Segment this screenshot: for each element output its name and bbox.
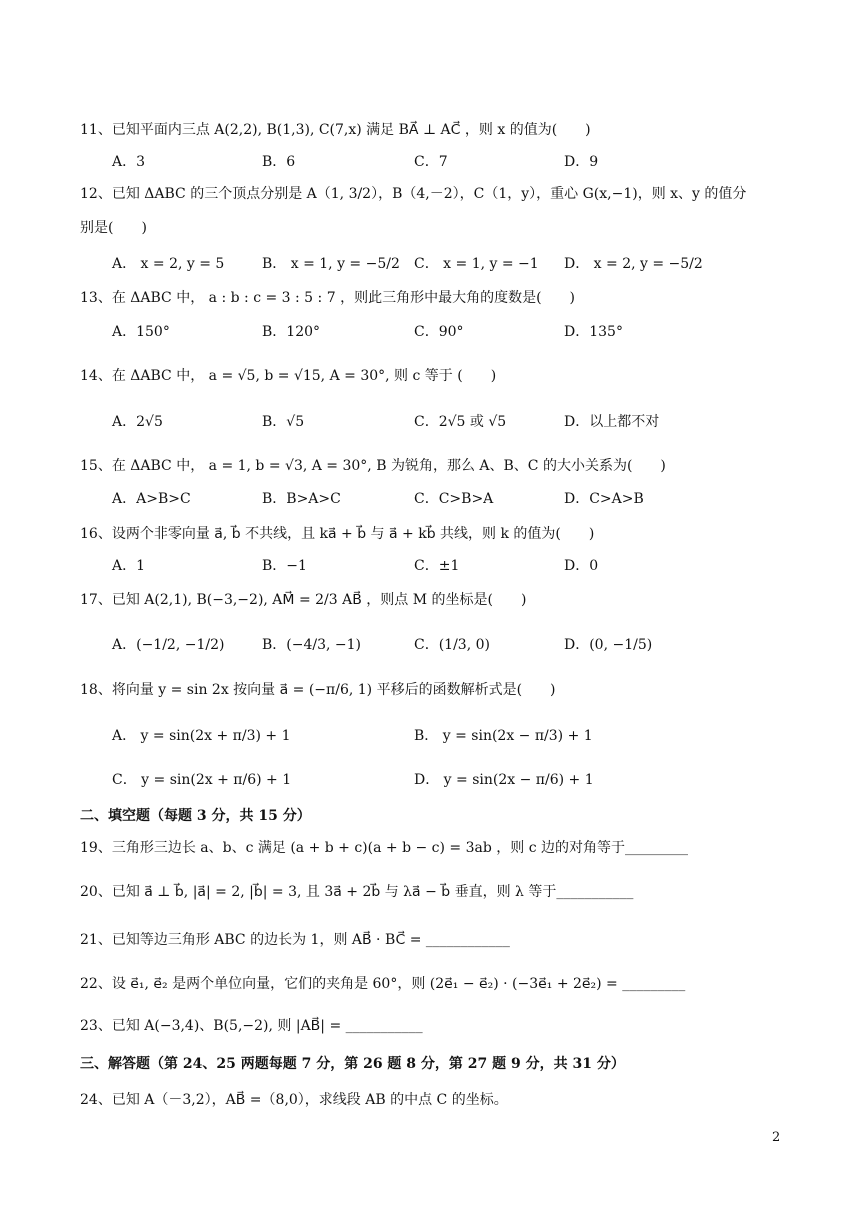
- question-20: 20、已知 a⃗ ⊥ b⃗, |a⃗| = 2, |b⃗| = 3, 且 3a⃗ + 2b⃗ 与 λa⃗ − b⃗ 垂直，则 λ 等于___________: [80, 884, 634, 900]
- option-b: B． y = sin(2x − π/3) + 1: [414, 728, 593, 744]
- question-13: 13、在 ΔABC 中， a : b : c = 3 : 5 : 7 ，则此三角形中最大角的度数是( ): [80, 290, 575, 306]
- question-23: 23、已知 A(−3,4)、B(5,−2), 则 |AB⃗| = ___________: [80, 1018, 423, 1034]
- option-b: B． x = 1, y = −5/2: [262, 256, 400, 272]
- option-c: C．7: [414, 154, 448, 170]
- question-24: 24、已知 A（－3,2），AB⃗ =（8,0），求线段 AB 的中点 C 的坐标。: [80, 1092, 508, 1108]
- option-d: D．(0, −1/5): [564, 637, 653, 653]
- option-d: D．0: [564, 558, 599, 574]
- question-18-options-row1: [112, 724, 812, 748]
- question-17-options: [112, 633, 812, 657]
- option-d: D．C>A>B: [564, 491, 644, 507]
- question-16-options: [112, 554, 812, 578]
- option-c: C．±1: [414, 558, 460, 574]
- question-11: 11、已知平面内三点 A(2,2), B(1,3), C(7,x) 满足 BA⃗ ⊥ AC⃗ ，则 x 的值为( ): [80, 122, 591, 138]
- option-a: A．(−1/2, −1/2): [112, 637, 225, 653]
- option-b: B．B>A>C: [262, 491, 341, 507]
- question-15-options: [112, 487, 812, 511]
- option-d: D．135°: [564, 324, 623, 340]
- option-c: C．2√5 或 √5: [414, 414, 507, 430]
- option-c: C．90°: [414, 324, 464, 340]
- question-12-options: [112, 252, 812, 276]
- option-b: B．√5: [262, 414, 305, 430]
- option-c: C． y = sin(2x + π/6) + 1: [112, 772, 292, 788]
- option-b: B．−1: [262, 558, 307, 574]
- question-12: 12、已知 ΔABC 的三个顶点分别是 A（1, 3/2），B（4,－2），C（1，y），重心 G(x,−1)，则 x、y 的值分: [80, 186, 747, 202]
- option-d: D．9: [564, 154, 599, 170]
- question-21: 21、已知等边三角形 ABC 的边长为 1，则 AB⃗ · BC⃗ = ____________: [80, 932, 510, 948]
- option-c: C．(1/3, 0): [414, 637, 490, 653]
- option-d: D． y = sin(2x − π/6) + 1: [414, 772, 594, 788]
- option-d: D． x = 2, y = −5/2: [564, 256, 703, 272]
- option-c: C． x = 1, y = −1: [414, 256, 539, 272]
- option-a: A．3: [112, 154, 146, 170]
- option-d: D．以上都不对: [564, 414, 660, 430]
- option-a: A． y = sin(2x + π/3) + 1: [112, 728, 291, 744]
- option-a: A． x = 2, y = 5: [112, 256, 225, 272]
- section-heading-fill-in: 二、填空题（每题 3 分，共 15 分）: [80, 808, 311, 824]
- option-b: B．6: [262, 154, 296, 170]
- question-18-options-row2: [112, 768, 812, 792]
- question-16: 16、设两个非零向量 a⃗, b⃗ 不共线，且 ka⃗ + b⃗ 与 a⃗ + kb⃗ 共线，则 k 的值为( ): [80, 526, 595, 542]
- section-heading-answer: 三、解答题（第 24、25 两题每题 7 分，第 26 题 8 分，第 27 题 9 分，共 31 分）: [80, 1056, 625, 1072]
- question-17: 17、已知 A(2,1), B(−3,−2), AM⃗ = 2/3 AB⃗ ，则点 M 的坐标是( ): [80, 592, 527, 608]
- option-b: B．120°: [262, 324, 321, 340]
- question-13-options: [112, 320, 812, 344]
- question-22: 22、设 e⃗₁, e⃗₂ 是两个单位向量，它们的夹角是 60°，则 (2e⃗₁ − e⃗₂) · (−3e⃗₁ + 2e⃗₂) = _________: [80, 976, 686, 992]
- page-number: 2: [772, 1130, 781, 1145]
- option-a: A．2√5: [112, 414, 163, 430]
- option-c: C．C>B>A: [414, 491, 494, 507]
- question-11-options: [112, 150, 812, 174]
- question-14: 14、在 ΔABC 中， a = √5, b = √15, A = 30°, 则 c 等于 ( ): [80, 368, 497, 384]
- option-b: B．(−4/3, −1): [262, 637, 362, 653]
- question-19: 19、三角形三边长 a、b、c 满足 (a + b + c)(a + b − c) = 3ab ，则 c 边的对角等于_________: [80, 840, 689, 856]
- option-a: A．1: [112, 558, 146, 574]
- option-a: A．150°: [112, 324, 170, 340]
- question-12-continued: 别是( ): [80, 220, 147, 236]
- question-15: 15、在 ΔABC 中， a = 1, b = √3, A = 30°, B 为锐角，那么 A、B、C 的大小关系为( ): [80, 458, 666, 474]
- question-14-options: [112, 410, 812, 434]
- option-a: A．A>B>C: [112, 491, 191, 507]
- question-18: 18、将向量 y = sin 2x 按向量 a⃗ = (−π/6, 1) 平移后的函数解析式是( ): [80, 682, 556, 698]
